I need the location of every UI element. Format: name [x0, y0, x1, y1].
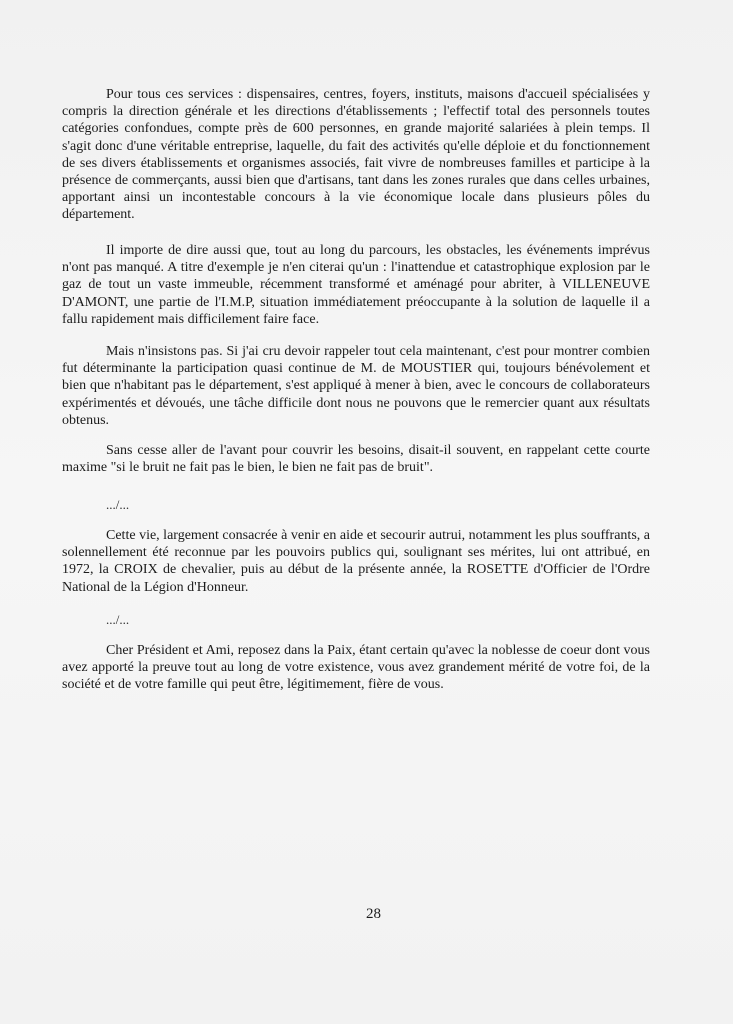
continuation-mark: .../...: [106, 612, 130, 627]
paragraph-honours: Cette vie, largement consacrée à venir en aide et secourir autrui, notamment les plus souffrants, a solennellement été reconnue par les pouvoirs publics qui, soulignant ses mérites, lui ont attribué, en 1972, la CROIX de chevalier, puis au début de la présente année, la ROSETTE d'Officier de l'Ordre National de la Légion d'Honneur.: [62, 528, 650, 595]
paragraph-maxim: Sans cesse aller de l'avant pour couvrir les besoins, disait-il souvent, en rappelant cette courte maxime "si le bruit ne fait pas le bien, le bien ne fait pas de bruit".: [62, 443, 650, 476]
paragraph-obstacles: Il importe de dire aussi que, tout au long du parcours, les obstacles, les événements imprévus n'ont pas manqué. A titre d'exemple je n'en citerai qu'un : l'inattendue et catastrophique explosion par le gaz de tout un vaste immeuble, récemment transformé et aménagé pour abriter, à VILLENEUVE D'AMONT, une partie de l'I.M.P, situation immédiatement préoccupante à la solution de laquelle il a fallu rapidement mais difficilement faire face.: [62, 243, 650, 327]
continuation-mark: .../...: [106, 497, 130, 512]
page-number: 28: [366, 906, 381, 922]
paragraph-services: Pour tous ces services : dispensaires, centres, foyers, instituts, maisons d'accueil spécialisées y compris la direction générale et les directions d'établissements ; l'effectif total des personnels toutes catégories confondues, compte près de 600 personnes, en grande majorité salariées à plein temps. Il s'agit donc d'une véritable entreprise, laquelle, du fait des activités qu'elle déploie et du fonctionnement de ses divers établissements et organismes associés, fait vivre de nombreuses familles et participe à la présence de commerçants, aussi bien que d'artisans, tant dans les zones rurales que dans celles urbaines, apportant ainsi un incontestable concours à la vie économique locale dans plusieurs pôles du département.: [62, 87, 650, 223]
paragraph-farewell: Cher Président et Ami, reposez dans la Paix, étant certain qu'avec la noblesse de coeur dont vous avez apporté la preuve tout au long de votre existence, vous avez grandement mérité de votre foi, de la société et de votre famille qui peut être, légitimement, fière de vous.: [62, 643, 650, 693]
paragraph-moustier: Mais n'insistons pas. Si j'ai cru devoir rappeler tout cela maintenant, c'est pour montrer combien fut déterminante la participation quasi continue de M. de MOUSTIER qui, toujours bénévolement et bien que n'habitant pas le département, s'est appliqué à mener à bien, avec le concours de collaborateurs expérimentés et dévoués, une tâche difficile dont nous ne pouvons que le remercier quant aux résultats obtenus.: [62, 344, 650, 428]
